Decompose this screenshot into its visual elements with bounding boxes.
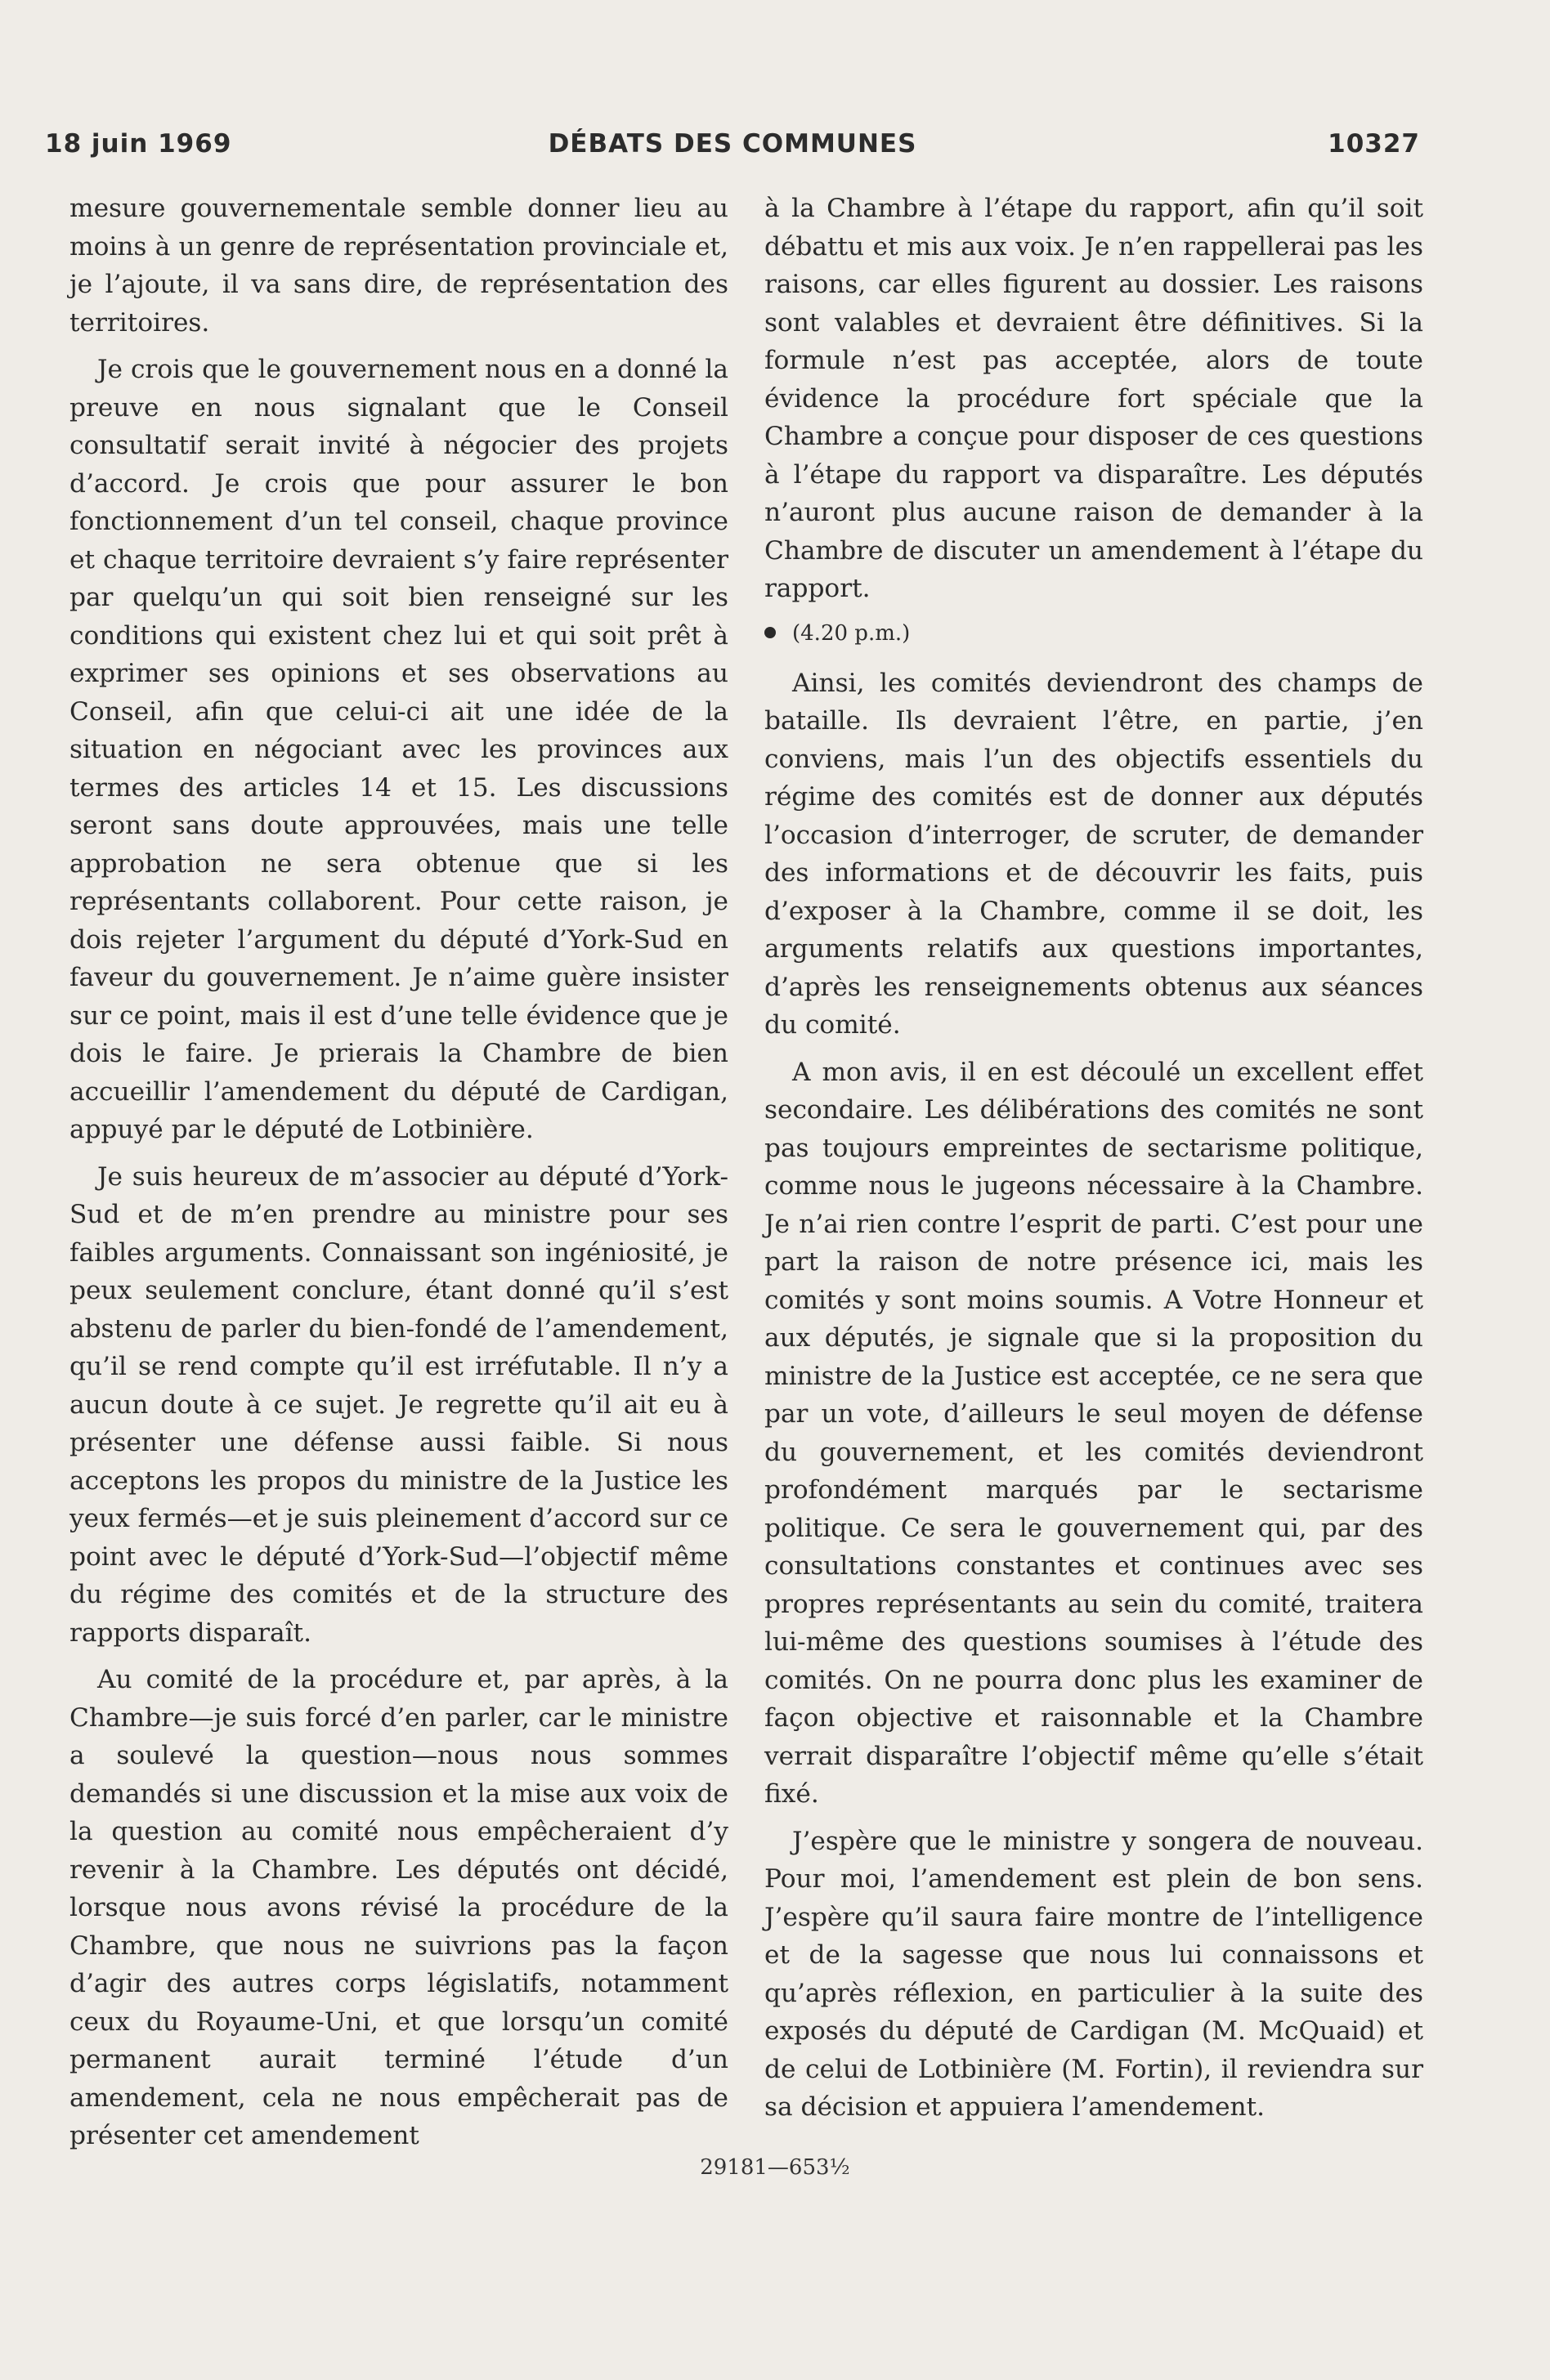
right-column bbox=[764, 190, 1423, 2136]
header-date: 18 juin 1969 bbox=[45, 129, 232, 159]
paragraph: Je suis heureux de m’associer au député d’York-Sud et de m’en prendre au ministre pour ses faibles arguments. Connaissant son ingéniosité, je peux seulement conclure, étant donné qu’il s’est abstenu de parler du bien-fondé de l’amendement, qu’il se rend compte qu’il est irréfutable. Il n’y a aucun doute à ce sujet. Je regrette qu’il ait eu à présenter une défense aussi faible. Si nous acceptons les propos du ministre de la Justice les yeux fermés—et je suis pleinement d’accord sur ce point avec le député d’York-Sud—l’objectif même du régime des comités et de la structure des rapports disparaît. bbox=[69, 1161, 729, 1648]
time-marker bbox=[764, 617, 1423, 650]
bullet-icon bbox=[764, 627, 776, 638]
paragraph: Ainsi, les comités deviendront des champs de bataille. Ils devraient l’être, en partie, j’en conviens, mais l’un des objectifs essentiels du régime des comités est de donner aux députés l’occasion d’interroger, de scruter, de demander des informations et de découvrir les faits, puis d’exposer à la Chambre, comme il se doit, les arguments relatifs aux questions importantes, d’après les renseignements obtenus aux séances du comité. bbox=[764, 668, 1423, 1040]
paragraph: J’espère que le ministre y songera de nouveau. Pour moi, l’amendement est plein de bon sens. J’espère qu’il saura faire montre de l’intelligence et de la sagesse que nous lui connaissons et qu’après réflexion, en particulier à la suite des exposés du député de Cardigan (M. McQuaid) et de celui de Lotbinière (M. Fortin), il reviendra sur sa décision et appuiera l’amendement. bbox=[764, 1826, 1423, 2122]
paragraph: à la Chambre à l’étape du rapport, afin qu’il soit débattu et mis aux voix. Je n’en rappellerai pas les raisons, car elles figurent au dossier. Les raisons sont valables et devraient être définitives. Si la formule n’est pas acceptée, alors de toute évidence la procédure fort spéciale que la Chambre a conçue pour disposer de ces questions à l’étape du rapport va disparaître. Les députés n’auront plus aucune raison de demander à la Chambre de discuter un amendement à l’étape du rapport. bbox=[764, 194, 1423, 603]
page-header bbox=[45, 129, 1420, 168]
header-title: DÉBATS DES COMMUNES bbox=[548, 129, 917, 159]
paragraph: A mon avis, il en est découlé un excellent effet secondaire. Les délibérations des comités ne sont pas toujours empreintes de sectarisme politique, comme nous le jugeons nécessaire à la Chambre. Je n’ai rien contre l’esprit de parti. C’est pour une part la raison de notre présence ici, mais les comités y sont moins soumis. A Votre Honneur et aux députés, je signale que si la proposition du ministre de la Justice est acceptée, ce ne sera que par un vote, d’ailleurs le seul moyen de défense du gouvernement, et les comités deviendront profondément marqués par le sectarisme politique. Ce sera le gouvernement qui, par des consultations constantes et continues avec ses propres représentants au sein du comité, traitera lui-même des questions soumises à l’étude des comités. On ne pourra donc plus les examiner de façon objective et raisonnable et la Chambre verrait disparaître l’objectif même qu’elle s’était fixé. bbox=[764, 1057, 1423, 1809]
left-column bbox=[69, 190, 728, 2164]
paragraph: Au comité de la procédure et, par après, à la Chambre—je suis forcé d’en parler, car le ministre a soulevé la question—nous nous sommes demandés si une discussion et la mise aux voix de la question au comité nous empêcheraient d’y revenir à la Chambre. Les députés ont décidé, lorsque nous avons révisé la procédure de la Chambre, que nous ne suivrions pas la façon d’agir des autres corps législatifs, notamment ceux du Royaume-Uni, et que lorsqu’un comité permanent aurait terminé l’étude d’un amendement, cela ne nous empêcherait pas de présenter cet amendement bbox=[69, 1665, 728, 2150]
page-footer-code: 29181—653½ bbox=[700, 2155, 850, 2180]
paragraph: Je crois que le gouvernement nous en a donné la preuve en nous signalant que le Conseil consultatif serait invité à négocier des projets d’accord. Je crois que pour assurer le bon fonctionnement d’un tel conseil, chaque province et chaque territoire devraient s’y faire représenter par quelqu’un qui soit bien renseigné sur les conditions qui existent chez lui et qui soit prêt à exprimer ses opinions et ses observations au Conseil, afin que celui-ci ait une idée de la situation en négociant avec les provinces aux termes des articles 14 et 15. Les discussions seront sans doute approuvées, mais une telle approbation ne sera obtenue que si les représentants collaborent. Pour cette raison, je dois rejeter l’argument du député d’York-Sud en faveur du gouvernement. Je n’aime guère insister sur ce point, mais il est d’une telle évidence que je dois le faire. Je prierais la Chambre de bien accueillir l’amendement du député de Cardigan, appuyé par le député de Lotbinière. bbox=[69, 355, 728, 1144]
time-marker-text: (4.20 p.m.) bbox=[792, 620, 911, 646]
header-page-number: 10327 bbox=[1328, 129, 1420, 159]
paragraph: mesure gouvernementale semble donner lieu au moins à un genre de représentation provinciale et, je l’ajoute, il va sans dire, de représentation des territoires. bbox=[69, 194, 728, 338]
